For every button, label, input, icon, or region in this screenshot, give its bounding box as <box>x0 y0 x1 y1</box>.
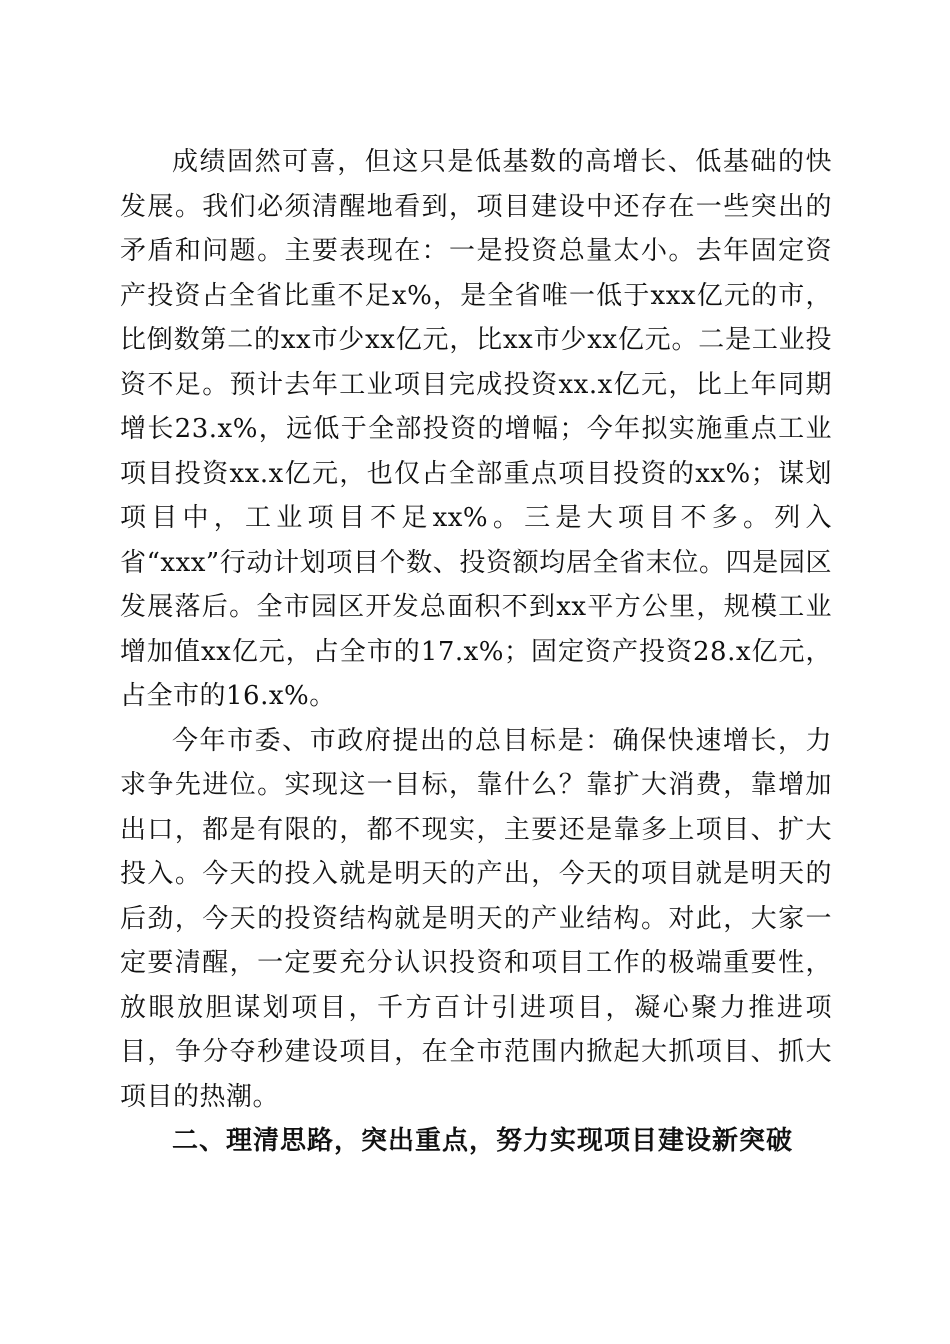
section-heading: 二、理清思路，突出重点，努力实现项目建设新突破 <box>172 1126 794 1156</box>
document-body <box>120 140 832 1164</box>
paragraph-goals: 今年市委、市政府提出的总目标是：确保快速增长，力求争先进位。实现这一目标，靠什么？靠扩大消费，靠增加出口，都是有限的，都不现实，主要还是靠多上项目、扩大投入。今天的投入就是明天的产出，今天的项目就是明天的后劲，今天的投资结构就是明天的产业结构。对此，大家一定要清醒，一定要充分认识投资和项目工作的极端重要性，放眼放胆谋划项目，千方百计引进项目，凝心聚力推进项目，争分夺秒建设项目，在全市范围内掀起大抓项目、抓大项目的热潮。 <box>120 725 832 1112</box>
paragraph-problems: 成绩固然可喜，但这只是低基数的高增长、低基础的快发展。我们必须清醒地看到，项目建设中还存在一些突出的矛盾和问题。主要表现在：一是投资总量太小。去年固定资产投资占全省比重不足x%，是全省唯一低于xxx亿元的市，比倒数第二的xx市少xx亿元，比xx市少xx亿元。二是工业投资不足。预计去年工业项目完成投资xx.x亿元，比上年同期增长23.x%，远低于全部投资的增幅；今年拟实施重点工业项目投资xx.x亿元，也仅占全部重点项目投资的xx%；谋划项目中，工业项目不足xx%。三是大项目不多。列入省“xxx”行动计划项目个数、投资额均居全省末位。四是园区发展落后。全市园区开发总面积不到xx平方公里，规模工业增加值xx亿元，占全市的17.x%；固定资产投资28.x亿元，占全市的16.x%。 <box>120 147 832 711</box>
